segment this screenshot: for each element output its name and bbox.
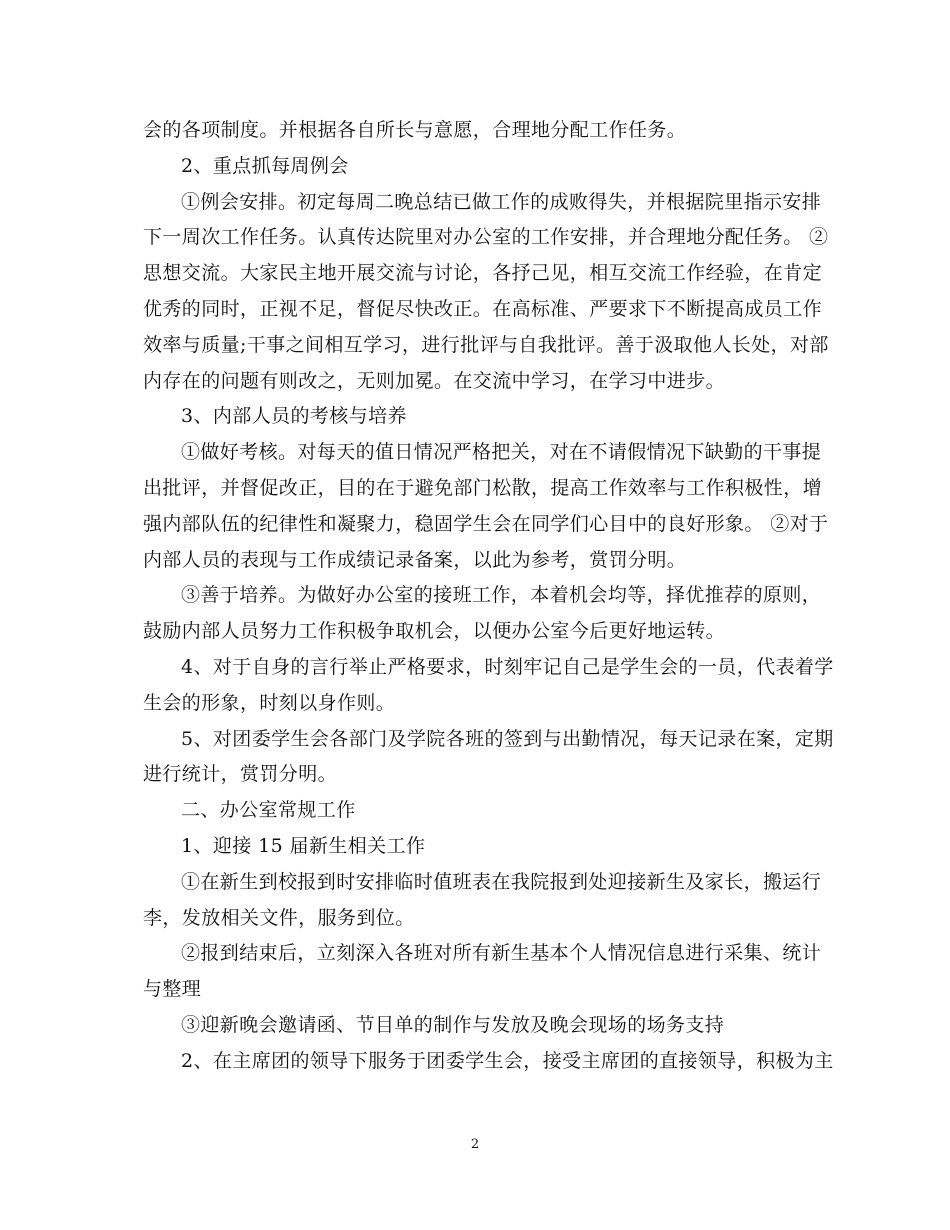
text-line: 内存在的问题有则改之，无则加冕。在交流中学习，在学习中进步。	[143, 369, 726, 392]
text-line: ①例会安排。初定每周二晚总结已做工作的成败得失，并根据院里指示安排	[181, 190, 822, 213]
page-number: 2	[470, 1137, 480, 1152]
text-line: 鼓励内部人员努力工作积极争取机会，以便办公室今后更好地运转。	[143, 620, 726, 643]
heading-weekly-meeting: 2、重点抓每周例会	[181, 154, 349, 177]
text-line: ②报到结束后，立刻深入各班对所有新生基本个人情况信息进行采集、统计	[181, 942, 822, 965]
text-line: 进行统计，赏罚分明。	[143, 763, 338, 786]
text-line: 4、对于自身的言行举止严格要求，时刻牢记自己是学生会的一员，代表着学	[181, 655, 834, 678]
section-heading-office-routine: 二、办公室常规工作	[181, 799, 356, 822]
heading-assessment: 3、内部人员的考核与培养	[181, 405, 407, 428]
text-line: 5、对团委学生会各部门及学院各班的签到与出勤情况，每天记录在案，定期	[181, 727, 834, 750]
text-line: 内部人员的表现与工作成绩记录备案，以此为参考，赏罚分明。	[143, 548, 687, 571]
heading-new-students: 1、迎接 15 届新生相关工作	[181, 834, 426, 857]
text-line: 强内部队伍的纪律性和凝聚力，稳固学生会在同学们心目中的良好形象。 ②对于	[143, 512, 829, 535]
text-line: ①在新生到校报到时安排临时值班表在我院报到处迎接新生及家长，搬运行	[181, 870, 822, 893]
text-line: 出批评，并督促改正，目的在于避免部门松散，提高工作效率与工作积极性，增	[143, 476, 823, 499]
text-line: 2、在主席团的领导下服务于团委学生会，接受主席团的直接领导，积极为主	[181, 1049, 834, 1072]
text-line: 会的各项制度。并根据各自所长与意愿，合理地分配工作任务。	[143, 119, 687, 141]
document-body	[143, 113, 834, 1080]
text-line: 效率与质量;干事之间相互学习，进行批评与自我批评。善于汲取他人长处，对部	[143, 333, 829, 356]
text-line: ③迎新晚会邀请函、节目单的制作与发放及晚会现场的场务支持	[181, 1013, 725, 1036]
text-line: ③善于培养。为做好办公室的接班工作，本着机会均等，择优推荐的原则，	[181, 584, 822, 607]
text-line: 优秀的同时，正视不足，督促尽快改正。在高标准、严要求下不断提高成员工作	[143, 297, 823, 320]
text-line: 李，发放相关文件，服务到位。	[143, 906, 415, 929]
text-line: 生会的形象，时刻以身作则。	[143, 691, 396, 714]
text-line: 与整理	[143, 978, 202, 1001]
text-line: ①做好考核。对每天的值日情况严格把关，对在不请假情况下缺勤的干事提	[181, 441, 822, 464]
text-line: 下一周次工作任务。认真传达院里对办公室的工作安排，并合理地分配任务。 ②	[143, 226, 829, 249]
text-line: 思想交流。大家民主地开展交流与讨论，各抒己见，相互交流工作经验，在肯定	[143, 262, 823, 285]
